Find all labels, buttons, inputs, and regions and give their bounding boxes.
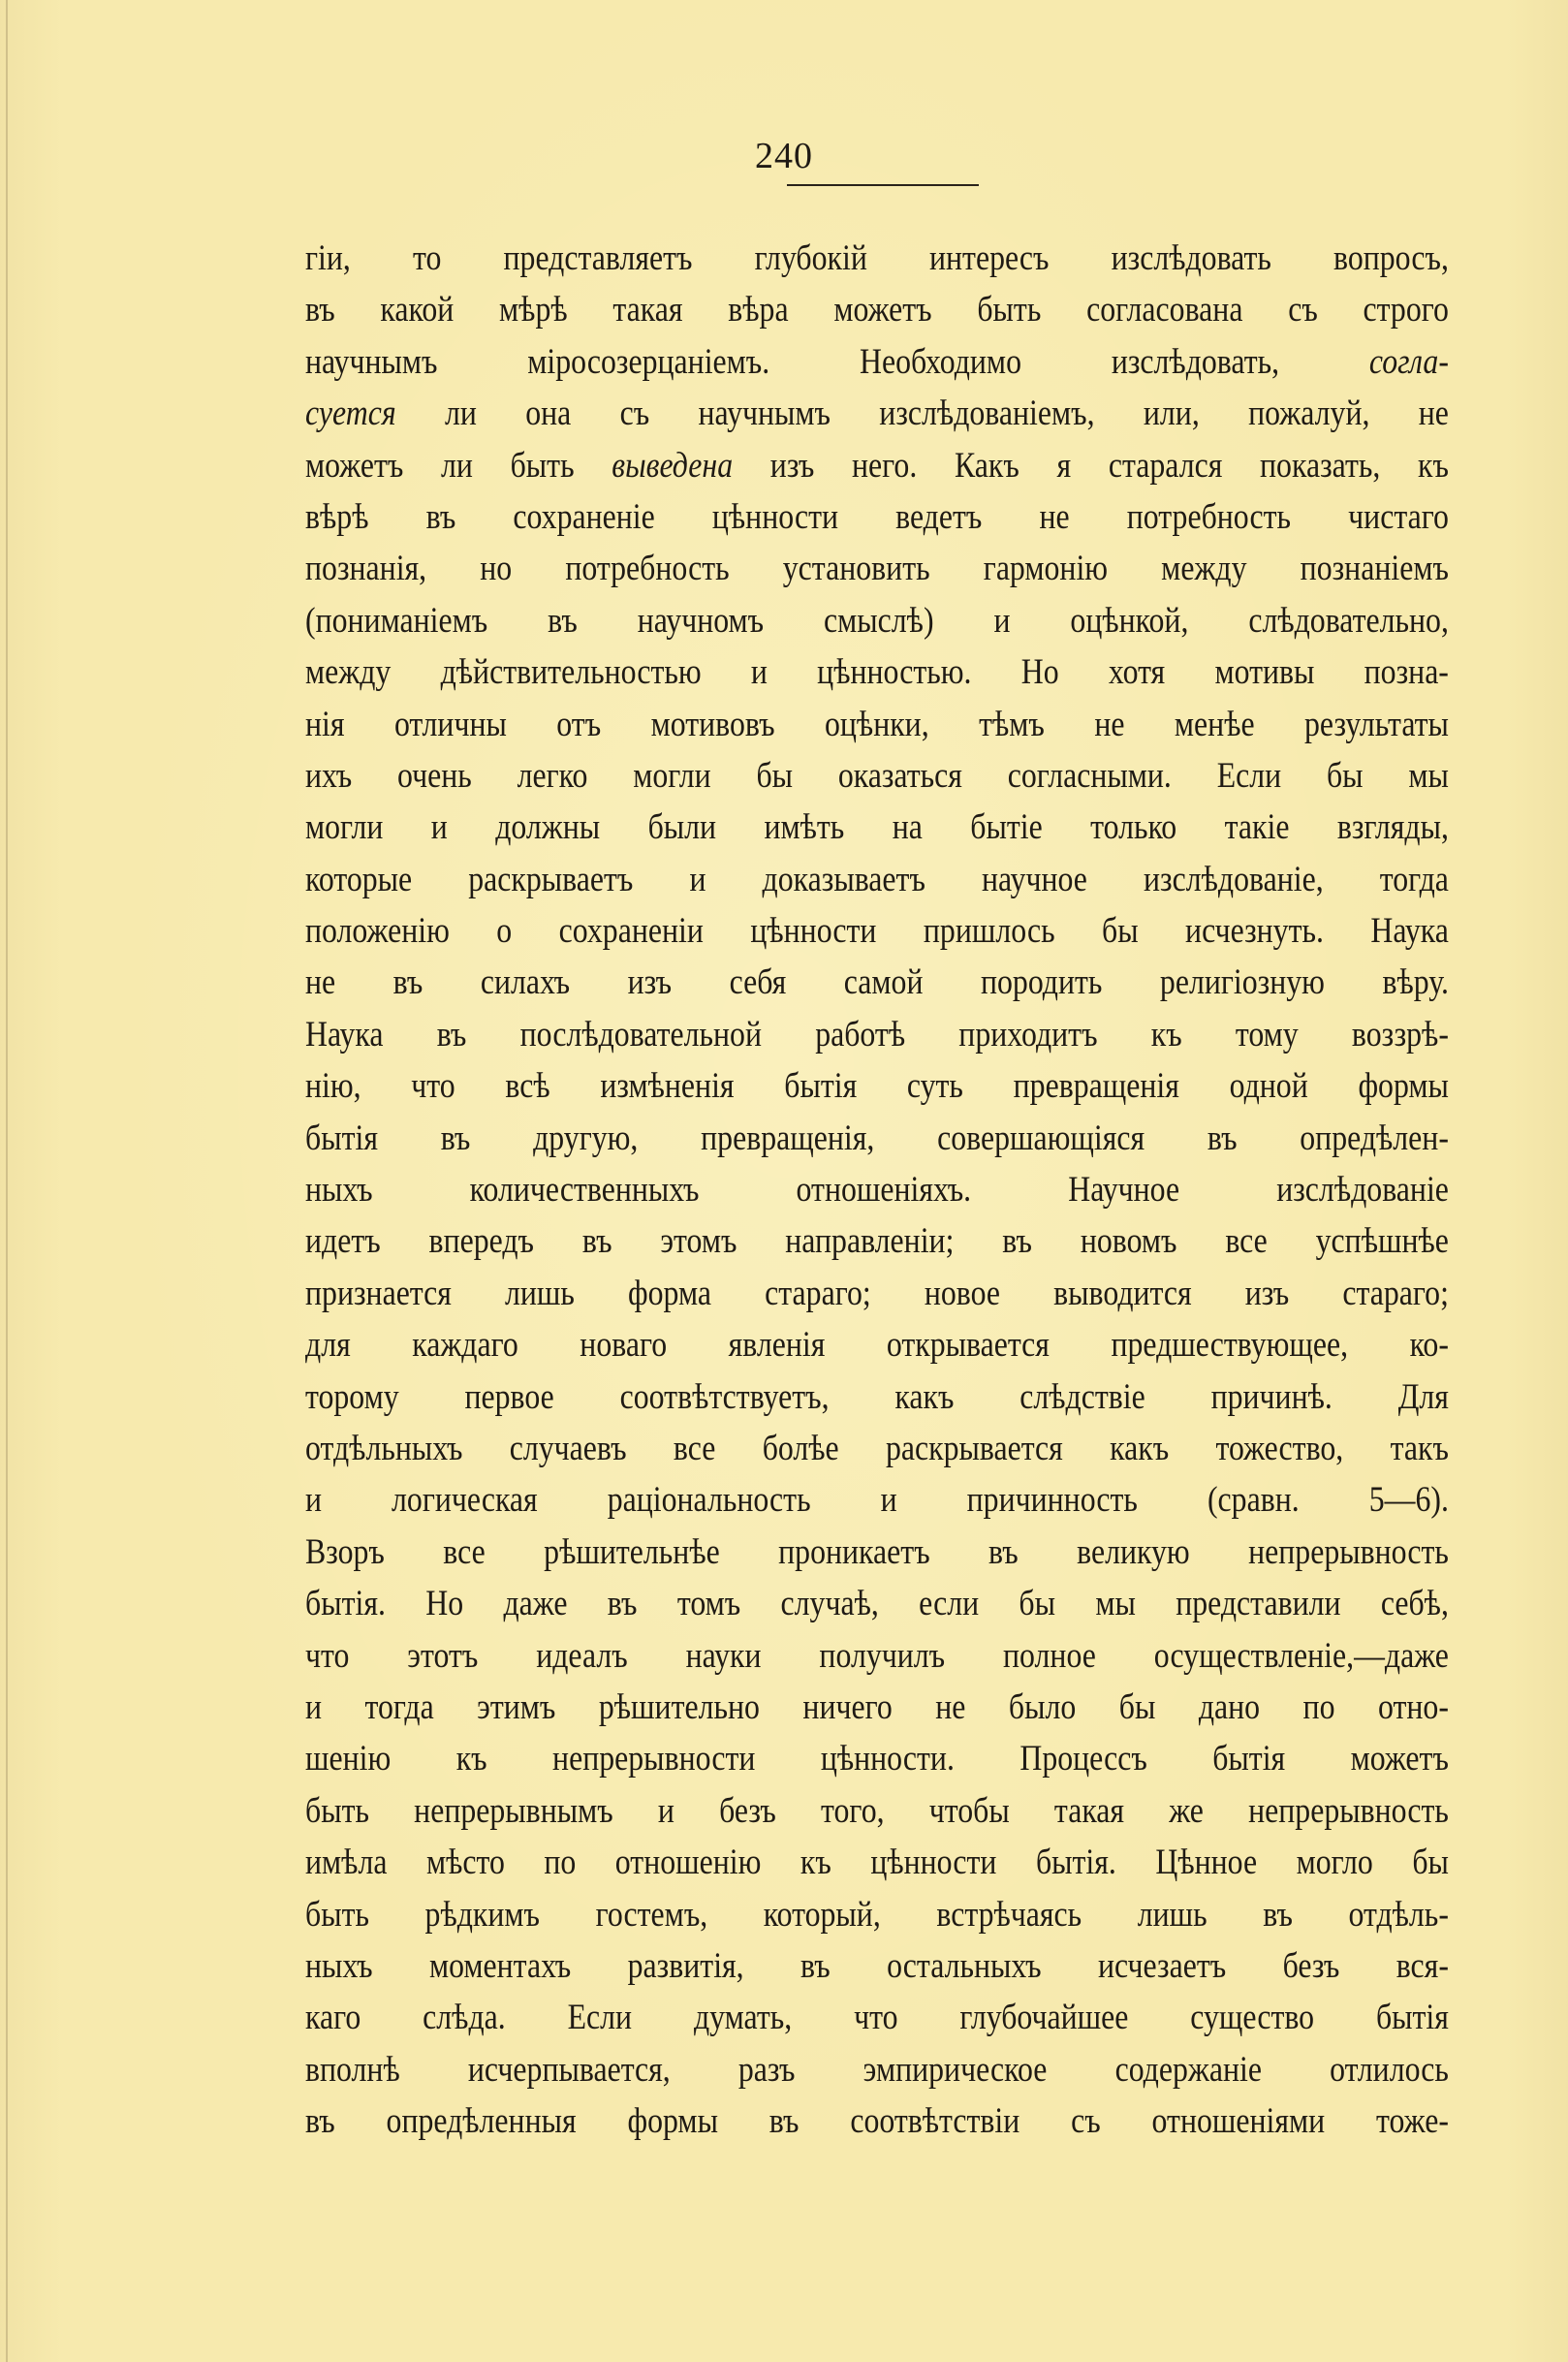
text-line: бытія въ другую, превращенія, совершающіяся въ опредѣлен- bbox=[305, 1118, 1449, 1158]
text-line: могли и должны были имѣть на бытіе только такіе взгляды, bbox=[305, 807, 1449, 848]
text-line: идетъ впередъ въ этомъ направленіи; въ новомъ все успѣшнѣе bbox=[305, 1221, 1449, 1262]
text-line: отдѣльныхъ случаевъ все болѣе раскрывается какъ тожество, такъ bbox=[305, 1428, 1449, 1468]
text-line-part: ли она съ научнымъ изслѣдованіемъ, или, пожалуй, не bbox=[395, 394, 1449, 434]
text-line: быть рѣдкимъ гостемъ, который, встрѣчаясь лишь въ отдѣль- bbox=[305, 1894, 1449, 1935]
text-line bbox=[305, 388, 1449, 439]
text-line-part: можетъ ли быть bbox=[305, 445, 612, 486]
italic-word: согла- bbox=[1368, 341, 1449, 382]
italic-word: суется bbox=[305, 394, 396, 434]
text-line: въ опредѣленныя формы въ соотвѣтствіи съ отношеніями тоже- bbox=[305, 2101, 1449, 2142]
text-line: гіи, то представляетъ глубокій интересъ изслѣдовать вопросъ, bbox=[305, 238, 1449, 278]
text-line: положенію о сохраненіи цѣнности пришлось бы исчезнуть. Наука bbox=[305, 911, 1449, 952]
text-line: нію, что всѣ измѣненія бытія суть превращенія одной формы bbox=[305, 1066, 1449, 1107]
text-line: быть непрерывнымъ и безъ того, чтобы такая же непрерывность bbox=[305, 1790, 1449, 1831]
text-line: ихъ очень легко могли бы оказаться согласными. Если бы мы bbox=[305, 755, 1449, 796]
text-line: вполнѣ исчерпывается, разъ эмпирическое содержаніе отлилось bbox=[305, 2049, 1449, 2090]
text-line: и тогда этимъ рѣшительно ничего не было бы дано по отно- bbox=[305, 1686, 1449, 1727]
text-line: торому первое соотвѣтствуетъ, какъ слѣдствіе причинѣ. Для bbox=[305, 1376, 1449, 1417]
text-line: ныхъ количественныхъ отношеніяхъ. Научное изслѣдованіе bbox=[305, 1170, 1449, 1211]
text-line: имѣла мѣсто по отношенію къ цѣнности бытія. Цѣнное могло бы bbox=[305, 1842, 1449, 1883]
text-line-part: научнымъ міросозерцаніемъ. Необходимо изслѣдовать, bbox=[305, 341, 1369, 382]
text-line: познанія, но потребность установить гармонію между познаніемъ bbox=[305, 549, 1449, 589]
text-line: между дѣйствительностью и цѣнностью. Но хотя мотивы позна- bbox=[305, 652, 1449, 693]
text-line: не въ силахъ изъ себя самой породить религіозную вѣру. bbox=[305, 962, 1449, 1003]
text-line: вѣрѣ въ сохраненіе цѣнности ведетъ не потребность чистаго bbox=[305, 496, 1449, 537]
text-line: нія отличны отъ мотивовъ оцѣнки, тѣмъ не менѣе результаты bbox=[305, 704, 1449, 744]
page-number-rule bbox=[787, 184, 979, 186]
italic-word: выведена bbox=[612, 445, 734, 486]
text-line: что этотъ идеалъ науки получилъ полное осуществленіе,—даже bbox=[305, 1635, 1449, 1676]
text-line bbox=[305, 440, 1449, 491]
page-number: 240 bbox=[755, 136, 813, 176]
text-line: (пониманіемъ въ научномъ смыслѣ) и оцѣнкой, слѣдовательно, bbox=[305, 600, 1449, 641]
text-line-part: изъ него. Какъ я старался показать, къ bbox=[733, 445, 1449, 486]
body-text bbox=[305, 233, 1449, 2147]
text-line: шенію къ непрерывности цѣнности. Процессъ бытія можетъ bbox=[305, 1739, 1449, 1779]
text-line: Взоръ все рѣшительнѣе проникаетъ въ великую непрерывность bbox=[305, 1531, 1449, 1572]
text-line: каго слѣда. Если думать, что глубочайшее существо бытія bbox=[305, 1998, 1449, 2038]
text-line: ныхъ моментахъ развитія, въ остальныхъ исчезаетъ безъ вся- bbox=[305, 1945, 1449, 1986]
text-line: Наука въ послѣдовательной работѣ приходитъ къ тому воззрѣ- bbox=[305, 1014, 1449, 1055]
text-line bbox=[305, 336, 1449, 388]
text-line: которые раскрываетъ и доказываетъ научное изслѣдованіе, тогда bbox=[305, 859, 1449, 899]
text-line: бытія. Но даже въ томъ случаѣ, если бы мы представили себѣ, bbox=[305, 1584, 1449, 1624]
text-line: въ какой мѣрѣ такая вѣра можетъ быть согласована съ строго bbox=[305, 290, 1449, 331]
binding-edge bbox=[6, 0, 8, 2362]
text-line: признается лишь форма стараго; новое выводится изъ стараго; bbox=[305, 1273, 1449, 1313]
text-line: и логическая раціональность и причинность (сравн. 5—6). bbox=[305, 1480, 1449, 1521]
text-line: для каждаго новаго явленія открывается предшествующее, ко- bbox=[305, 1325, 1449, 1366]
